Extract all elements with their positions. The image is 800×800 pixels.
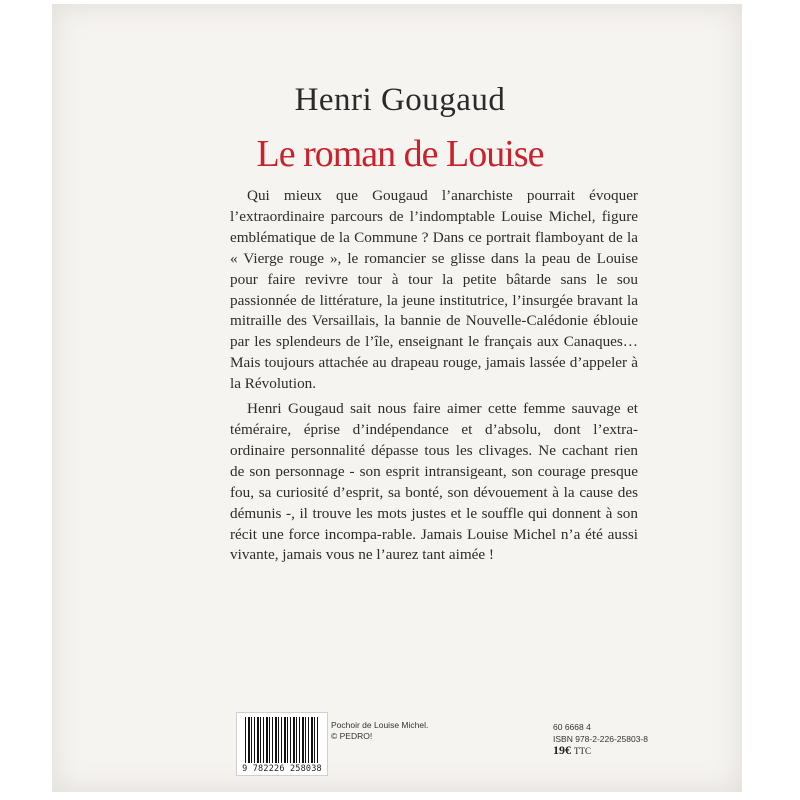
isbn-number: ISBN 978-2-226-25803-8 (553, 733, 648, 744)
barcode-bars (245, 717, 319, 763)
isbn-barcode (236, 712, 328, 776)
author-name: Henri Gougaud (294, 82, 506, 118)
credit-caption: Pochoir de Louise Michel. (331, 720, 429, 730)
credit-copyright: © PEDRO! (331, 731, 373, 741)
blurb (230, 186, 638, 566)
blurb-paragraph-1: Qui mieux que Gougaud l’anarchiste pourrait évoquer l’extraordinaire parcours de l’indomptable Louise Michel, figure emblématique de la Commune ? Dans ce portrait flamboyant de la « Vierge rouge », le romancier se glisse dans la peau de Louise pour faire revivre tour à tour la petite bâtarde sans le sou passionnée de littérature, la jeune institutrice, l’insurgée bravant la mitraille des Versaillais, la bannie de Nouvelle-Calédonie éblouie par les splendeurs de l’île, enseignant le français aux Canaques… Mais toujours attachée au drapeau rouge, jamais lassée d’appeler à la Révolution. (230, 187, 638, 393)
price-value: 19€ (553, 743, 571, 757)
price-suffix: TTC (574, 746, 591, 756)
cover-credit (331, 720, 428, 742)
price-block (553, 722, 648, 758)
blurb-paragraph-2: Henri Gougaud sait nous faire aimer cette femme sauvage et téméraire, éprise d’indépendance et d’absolu, dont l’extra-ordinaire personnalité dépasse tous les clivages. Ne cachant rien de son personnage - son esprit intransigeant, son courage presque fou, sa curiosité d’esprit, sa bonté, son dévouement à la cause des démunis -, il trouve les mots justes et le souffle qui donnent à son récit une force incompa-rable. Jamais Louise Michel n’a été aussi vivante, jamais vous ne l’aurez tant aimée ! (230, 400, 638, 564)
barcode-digits: 9 782226 258038 (242, 764, 322, 774)
price (553, 745, 648, 758)
product-code: 60 6668 4 (553, 722, 591, 732)
book-title: Le roman de Louise (256, 133, 544, 175)
